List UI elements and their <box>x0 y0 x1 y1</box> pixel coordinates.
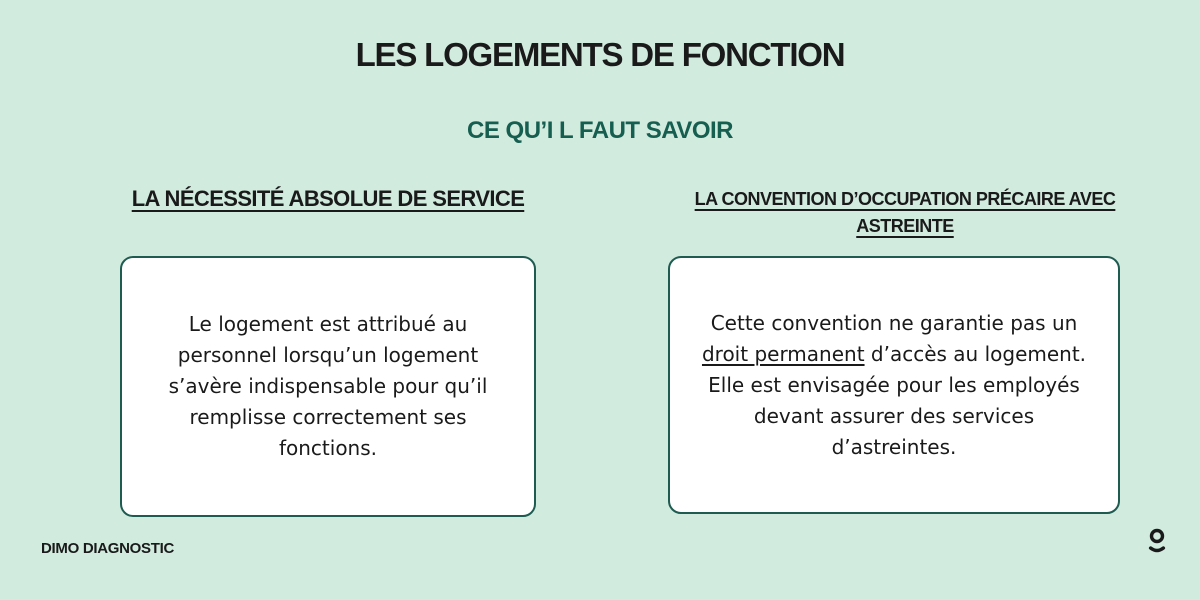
left-column-heading: LA NÉCESSITÉ ABSOLUE DE SERVICE <box>131 186 525 211</box>
brand-name: DIMO DIAGNOSTIC <box>41 540 174 557</box>
left-card-text: Le logement est attribué au personnel lorsqu’un logement s’avère indispensable pour qu’il remplisse correctement ses fonctions. <box>168 312 488 460</box>
left-info-card <box>120 256 536 517</box>
right-card-text <box>696 308 1092 463</box>
page-subtitle: CE QU’I L FAUT SAVOIR <box>467 117 733 144</box>
right-info-card <box>668 256 1120 514</box>
right-column-heading: LA CONVENTION D’OCCUPATION PRÉCAIRE AVEC ASTREINTE <box>694 189 1116 236</box>
page-title: LES LOGEMENTS DE FONCTION <box>355 36 845 73</box>
right-card-text-end: d’accès au logement. Elle est envisagée pour les employés devant assurer des services d’astreintes. <box>708 341 1087 459</box>
right-card-text-underlined: droit permanent <box>701 341 865 366</box>
right-card-text-start: Cette convention ne garantie pas un <box>710 310 1078 335</box>
dimo-logo-icon <box>1148 528 1166 554</box>
